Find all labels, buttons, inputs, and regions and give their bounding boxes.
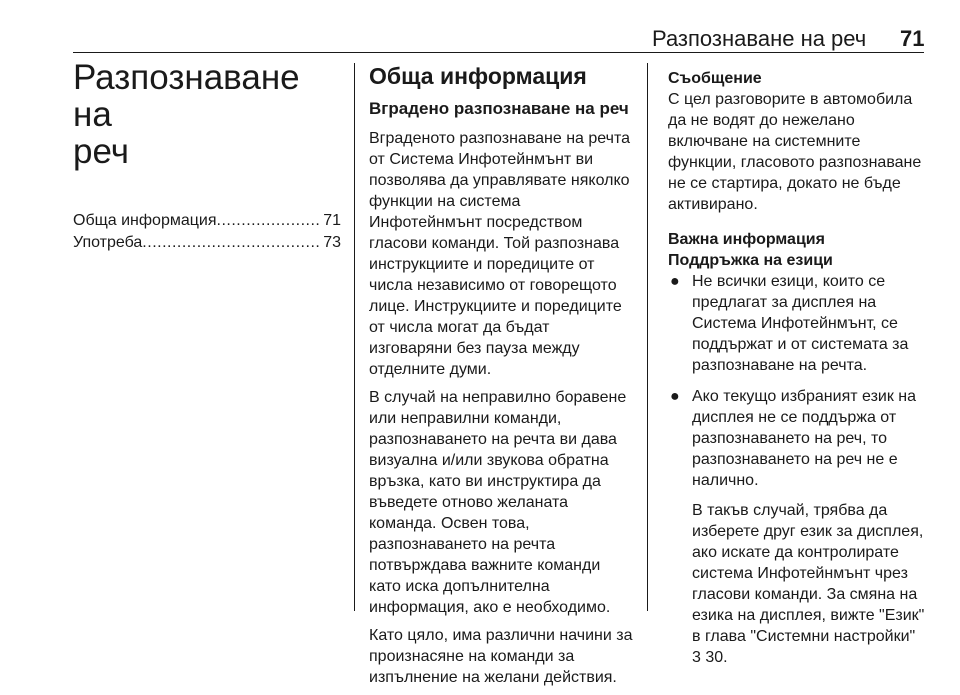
page-header bbox=[0, 0, 960, 52]
toc-entry[interactable] bbox=[73, 232, 341, 254]
main-column bbox=[369, 58, 633, 695]
page-reference-link[interactable]: 3 30. bbox=[692, 649, 728, 666]
chapter-title-line: реч bbox=[73, 132, 130, 171]
page-number: 71 bbox=[900, 26, 925, 51]
toc-entry-page: 71 bbox=[323, 212, 341, 229]
column-divider bbox=[647, 63, 648, 611]
chapter-title-line: Разпознаване на bbox=[73, 58, 300, 134]
list-item-text: Не всички езици, които се предлагат за дисплея на Система Инфотейнмънт, се поддържат и от системата за разпознаване на речта. bbox=[692, 273, 909, 374]
toc-leader-dots bbox=[142, 232, 321, 253]
list-item-detail bbox=[692, 500, 930, 668]
toc-entry-label: Употреба bbox=[73, 234, 143, 251]
right-column bbox=[668, 58, 930, 678]
list-item-detail-text: В такъв случай, трябва да изберете друг език за дисплея, ако искате да контролирате система Инфотейнмънт чрез гласови команди. За смяна на езика на дисплея, вижте "Език" в глава "Системни настройки" bbox=[692, 502, 925, 645]
toc-entry[interactable] bbox=[73, 210, 341, 232]
body-paragraph: Като цяло, има различни начини за произнасяне на команди за изпълнение на желани действия. bbox=[369, 627, 633, 686]
table-of-contents bbox=[73, 210, 341, 254]
section-title: Обща информация bbox=[369, 63, 587, 89]
info-title: Важна информация bbox=[668, 231, 825, 248]
column-divider bbox=[354, 63, 355, 611]
toc-entry-page: 73 bbox=[323, 234, 341, 251]
notice-box bbox=[668, 68, 930, 215]
subsection-title: Вградено разпознаване на реч bbox=[369, 99, 629, 118]
notice-text: С цел разговорите в автомобила да не водят до нежелано включване на системните функции, гласовото разпознаване не се стартира, докато не бъде активирано. bbox=[668, 91, 922, 213]
notice-title: Съобщение bbox=[668, 70, 762, 87]
bullet-list bbox=[668, 271, 930, 668]
list-item-text: Ако текущо избраният език на дисплея не се поддържа от разпознаването на реч, то разпознаването на реч не е налично. bbox=[692, 388, 917, 489]
header-rule bbox=[73, 52, 924, 53]
list-item bbox=[668, 271, 930, 376]
toc-entry-label: Обща информация bbox=[73, 212, 217, 229]
chapter-column bbox=[73, 58, 341, 254]
running-header-title: Разпознаване на реч bbox=[652, 26, 867, 51]
info-subtitle: Поддръжка на езици bbox=[668, 252, 833, 269]
body-paragraph: В случай на неправилно боравене или неправилни команди, разпознаването на речта ви дава визуална и/или звукова обратна връзка, като ви инструктира да въведете отново желаната команда. Освен това, разпознаването на речта потвърждава важните команди като иска допълнителна информация, ако е необходимо. bbox=[369, 389, 627, 616]
body-paragraph: Вграденото разпознаване на речта от Система Инфотейнмънт ви позволява да управлявате няколко функции на система Инфотейнмънт посредством гласови команди. Той разпознава инструкциите и поредиците от числа независимо от говорещото лице. Инструкциите и поредиците от числа могат да бъдат изговаряни без пауза между отделните думи. bbox=[369, 130, 631, 378]
bullet-icon: ● bbox=[670, 388, 680, 405]
toc-leader-dots bbox=[217, 210, 322, 231]
list-item bbox=[668, 386, 930, 668]
bullet-icon: ● bbox=[670, 273, 680, 290]
chapter-title bbox=[73, 59, 341, 170]
